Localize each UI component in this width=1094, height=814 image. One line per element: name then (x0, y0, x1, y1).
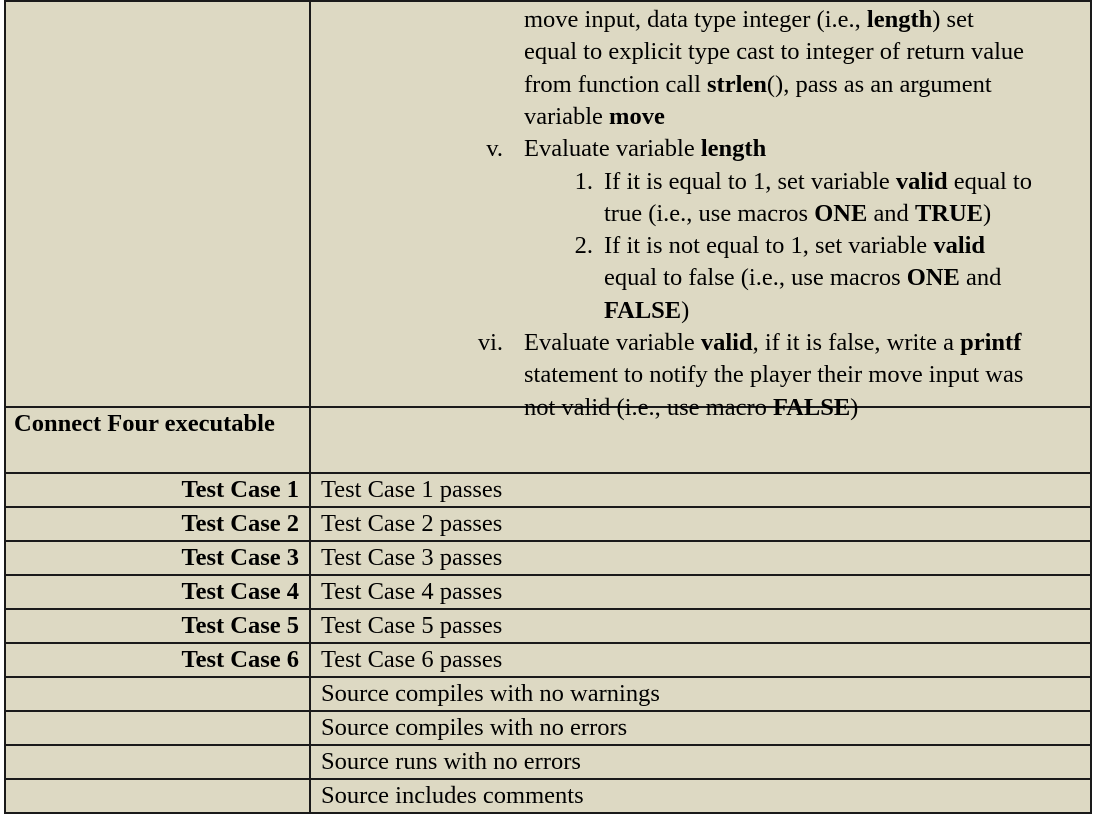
sublist-marker-2: 2. (574, 232, 593, 260)
table-row (5, 745, 1091, 779)
continuation-line: variable move (524, 102, 665, 130)
instructions-cell (310, 1, 1091, 421)
requirement-text: Test Case 1 passes (310, 473, 1091, 507)
subitem-line: If it is equal to 1, set variable valid equal to (604, 167, 1032, 195)
continuation-line: equal to explicit type cast to integer of return value (524, 38, 1025, 66)
item-vi-line: Evaluate variable valid, if it is false, write a printf (524, 329, 1022, 356)
requirement-text: Test Case 4 passes (310, 575, 1091, 609)
requirement-text: Source includes comments (310, 779, 1091, 813)
requirement-label: Test Case 1 (5, 473, 310, 507)
requirement-label: Test Case 5 (5, 609, 310, 643)
subitem-line: If it is not equal to 1, set variable valid (604, 232, 986, 260)
table-row (5, 575, 1091, 609)
requirement-text: Test Case 2 passes (310, 507, 1091, 541)
table-row (5, 779, 1091, 813)
rubric-table (4, 0, 1092, 814)
subitem-line: equal to false (i.e., use macros ONE and (604, 264, 1002, 292)
requirement-label (5, 677, 310, 711)
requirement-text: Test Case 5 passes (310, 609, 1091, 643)
table-row (5, 507, 1091, 541)
requirement-label: Test Case 4 (5, 575, 310, 609)
table-row (5, 541, 1091, 575)
requirement-label: Test Case 2 (5, 507, 310, 541)
requirement-label (5, 745, 310, 779)
item-vi-line: not valid (i.e., use macro FALSE) (524, 393, 859, 421)
sublist-marker-1: 1. (574, 167, 593, 195)
requirement-text: Source runs with no errors (310, 745, 1091, 779)
subitem-line: FALSE) (604, 296, 690, 324)
requirement-label: Test Case 6 (5, 643, 310, 677)
requirement-label: Test Case 3 (5, 541, 310, 575)
requirement-text: Test Case 3 passes (310, 541, 1091, 575)
subitem-line: true (i.e., use macros ONE and TRUE) (604, 199, 992, 227)
list-marker-v: v. (486, 135, 503, 163)
instructions-row (5, 1, 1091, 407)
requirement-text: Source compiles with no errors (310, 711, 1091, 745)
table-row (5, 711, 1091, 745)
continuation-line: from function call strlen(), pass as an argument (524, 70, 992, 98)
requirement-label (5, 779, 310, 813)
requirement-text: Source compiles with no warnings (310, 677, 1091, 711)
table-row (5, 643, 1091, 677)
table-row (5, 473, 1091, 507)
continuation-line: move input, data type integer (i.e., length) set (524, 6, 974, 33)
requirement-text: Test Case 6 passes (310, 643, 1091, 677)
list-marker-vi: vi. (477, 329, 503, 356)
requirement-rows (5, 473, 1091, 813)
table-row (5, 609, 1091, 643)
instructions-label-cell (5, 1, 310, 407)
requirement-label (5, 711, 310, 745)
table-row (5, 677, 1091, 711)
section-label: Connect Four executable (5, 407, 310, 473)
item-v-line: Evaluate variable length (524, 135, 767, 163)
item-vi-line: statement to notify the player their move input was (524, 361, 1024, 389)
